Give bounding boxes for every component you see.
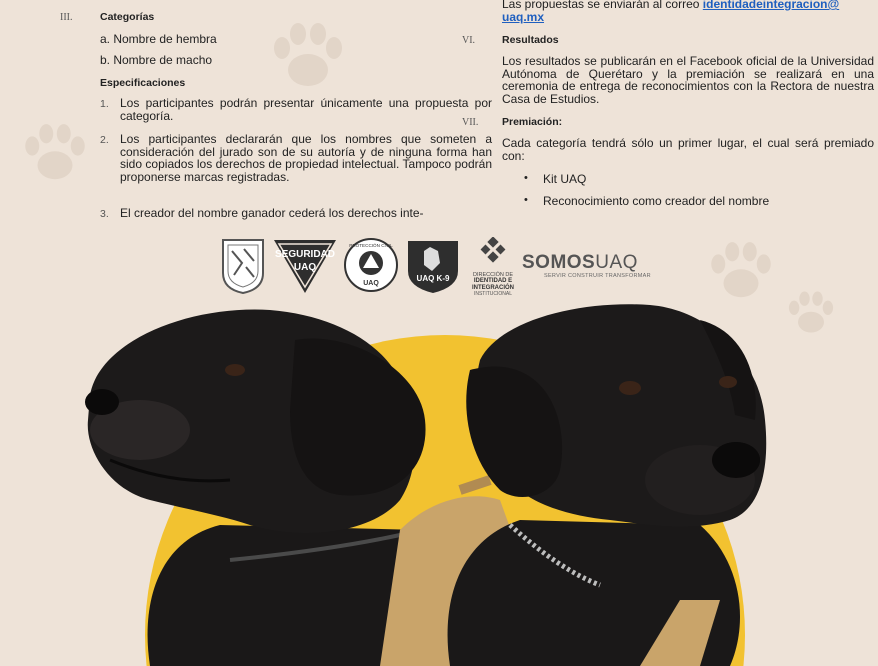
direccion-identidad-logo: DIRECCIÓN DE IDENTIDAD E INTEGRACIÓN INSTITUCIONAL	[468, 237, 518, 297]
bullet-icon: •	[524, 194, 528, 206]
section-title-premiacion: Premiación:	[502, 116, 563, 128]
section-title-resultados: Resultados	[502, 34, 559, 46]
left-dog-image	[85, 310, 431, 666]
bullet-icon: •	[524, 172, 528, 184]
uaq-k9-logo	[404, 237, 462, 295]
results-paragraph: Los resultados se publicarán en el Facebook oficial de la Universidad Autónoma de Querétaro y la premiación se realizará en una ceremonia de entrega de reconocimientos con la Rectora de nuestra Casa de Estudios.	[502, 54, 874, 106]
seguridad-uaq-logo	[272, 237, 338, 295]
bullet-item: Reconocimiento como creador del nombre	[543, 194, 770, 208]
paw-print-icon	[268, 22, 348, 90]
section-number: III.	[60, 12, 73, 23]
list-item-number: 1.	[100, 98, 109, 110]
section-title-categorias: Categorías	[100, 11, 155, 23]
svg-text:PROTECCIÓN CIVIL: PROTECCIÓN CIVIL	[349, 243, 393, 248]
svg-text:SEGURIDAD: SEGURIDAD	[274, 249, 336, 260]
paw-print-icon	[20, 122, 90, 184]
proteccion-civil-logo	[343, 236, 399, 294]
prize-paragraph: Cada categoría tendrá sólo un primer lugar, el cual será premiado con:	[502, 136, 874, 163]
diamond-grid-icon	[478, 237, 508, 267]
email-link-domain[interactable]: uaq.mx	[502, 9, 545, 24]
logos-row	[218, 235, 658, 299]
paw-print-icon	[706, 240, 776, 302]
university-shield-logo	[220, 237, 266, 295]
list-item: Los participantes declararán que los nombres que someten a consideración del jurado son de su autoría y de ninguna forma han sido copiados los derechos de propiedad intelectual. Tampoco podrán proponerse marcas registradas.	[120, 132, 492, 184]
section-number: VI.	[462, 35, 476, 46]
list-item-number: 2.	[100, 134, 109, 146]
dogs-illustration	[0, 300, 878, 666]
list-item-number: 3.	[100, 208, 109, 220]
section-title-especificaciones: Especificaciones	[100, 77, 186, 89]
list-item: Los participantes podrán presentar únicamente una propuesta por categoría.	[120, 96, 492, 123]
list-item: El creador del nombre ganador cederá los derechos inte-	[120, 206, 424, 220]
somos-uaq-logo: SOMOSUAQ SERVIR CONSTRUIR TRANSFORMAR	[522, 252, 651, 279]
bullet-item: Kit UAQ	[543, 172, 587, 186]
svg-text:UAQ: UAQ	[363, 280, 379, 287]
category-male: b. Nombre de macho	[100, 53, 213, 67]
svg-text:UAQ K-9: UAQ K-9	[416, 274, 450, 283]
submission-text: Las propuestas se enviarán al correo identidadeintegracion@ uaq.mx	[502, 0, 874, 23]
email-link[interactable]: identidadeintegracion@	[702, 0, 840, 11]
category-female: a. Nombre de hembra	[100, 32, 217, 46]
svg-text:UAQ: UAQ	[293, 262, 317, 273]
section-number: VII.	[462, 117, 479, 128]
